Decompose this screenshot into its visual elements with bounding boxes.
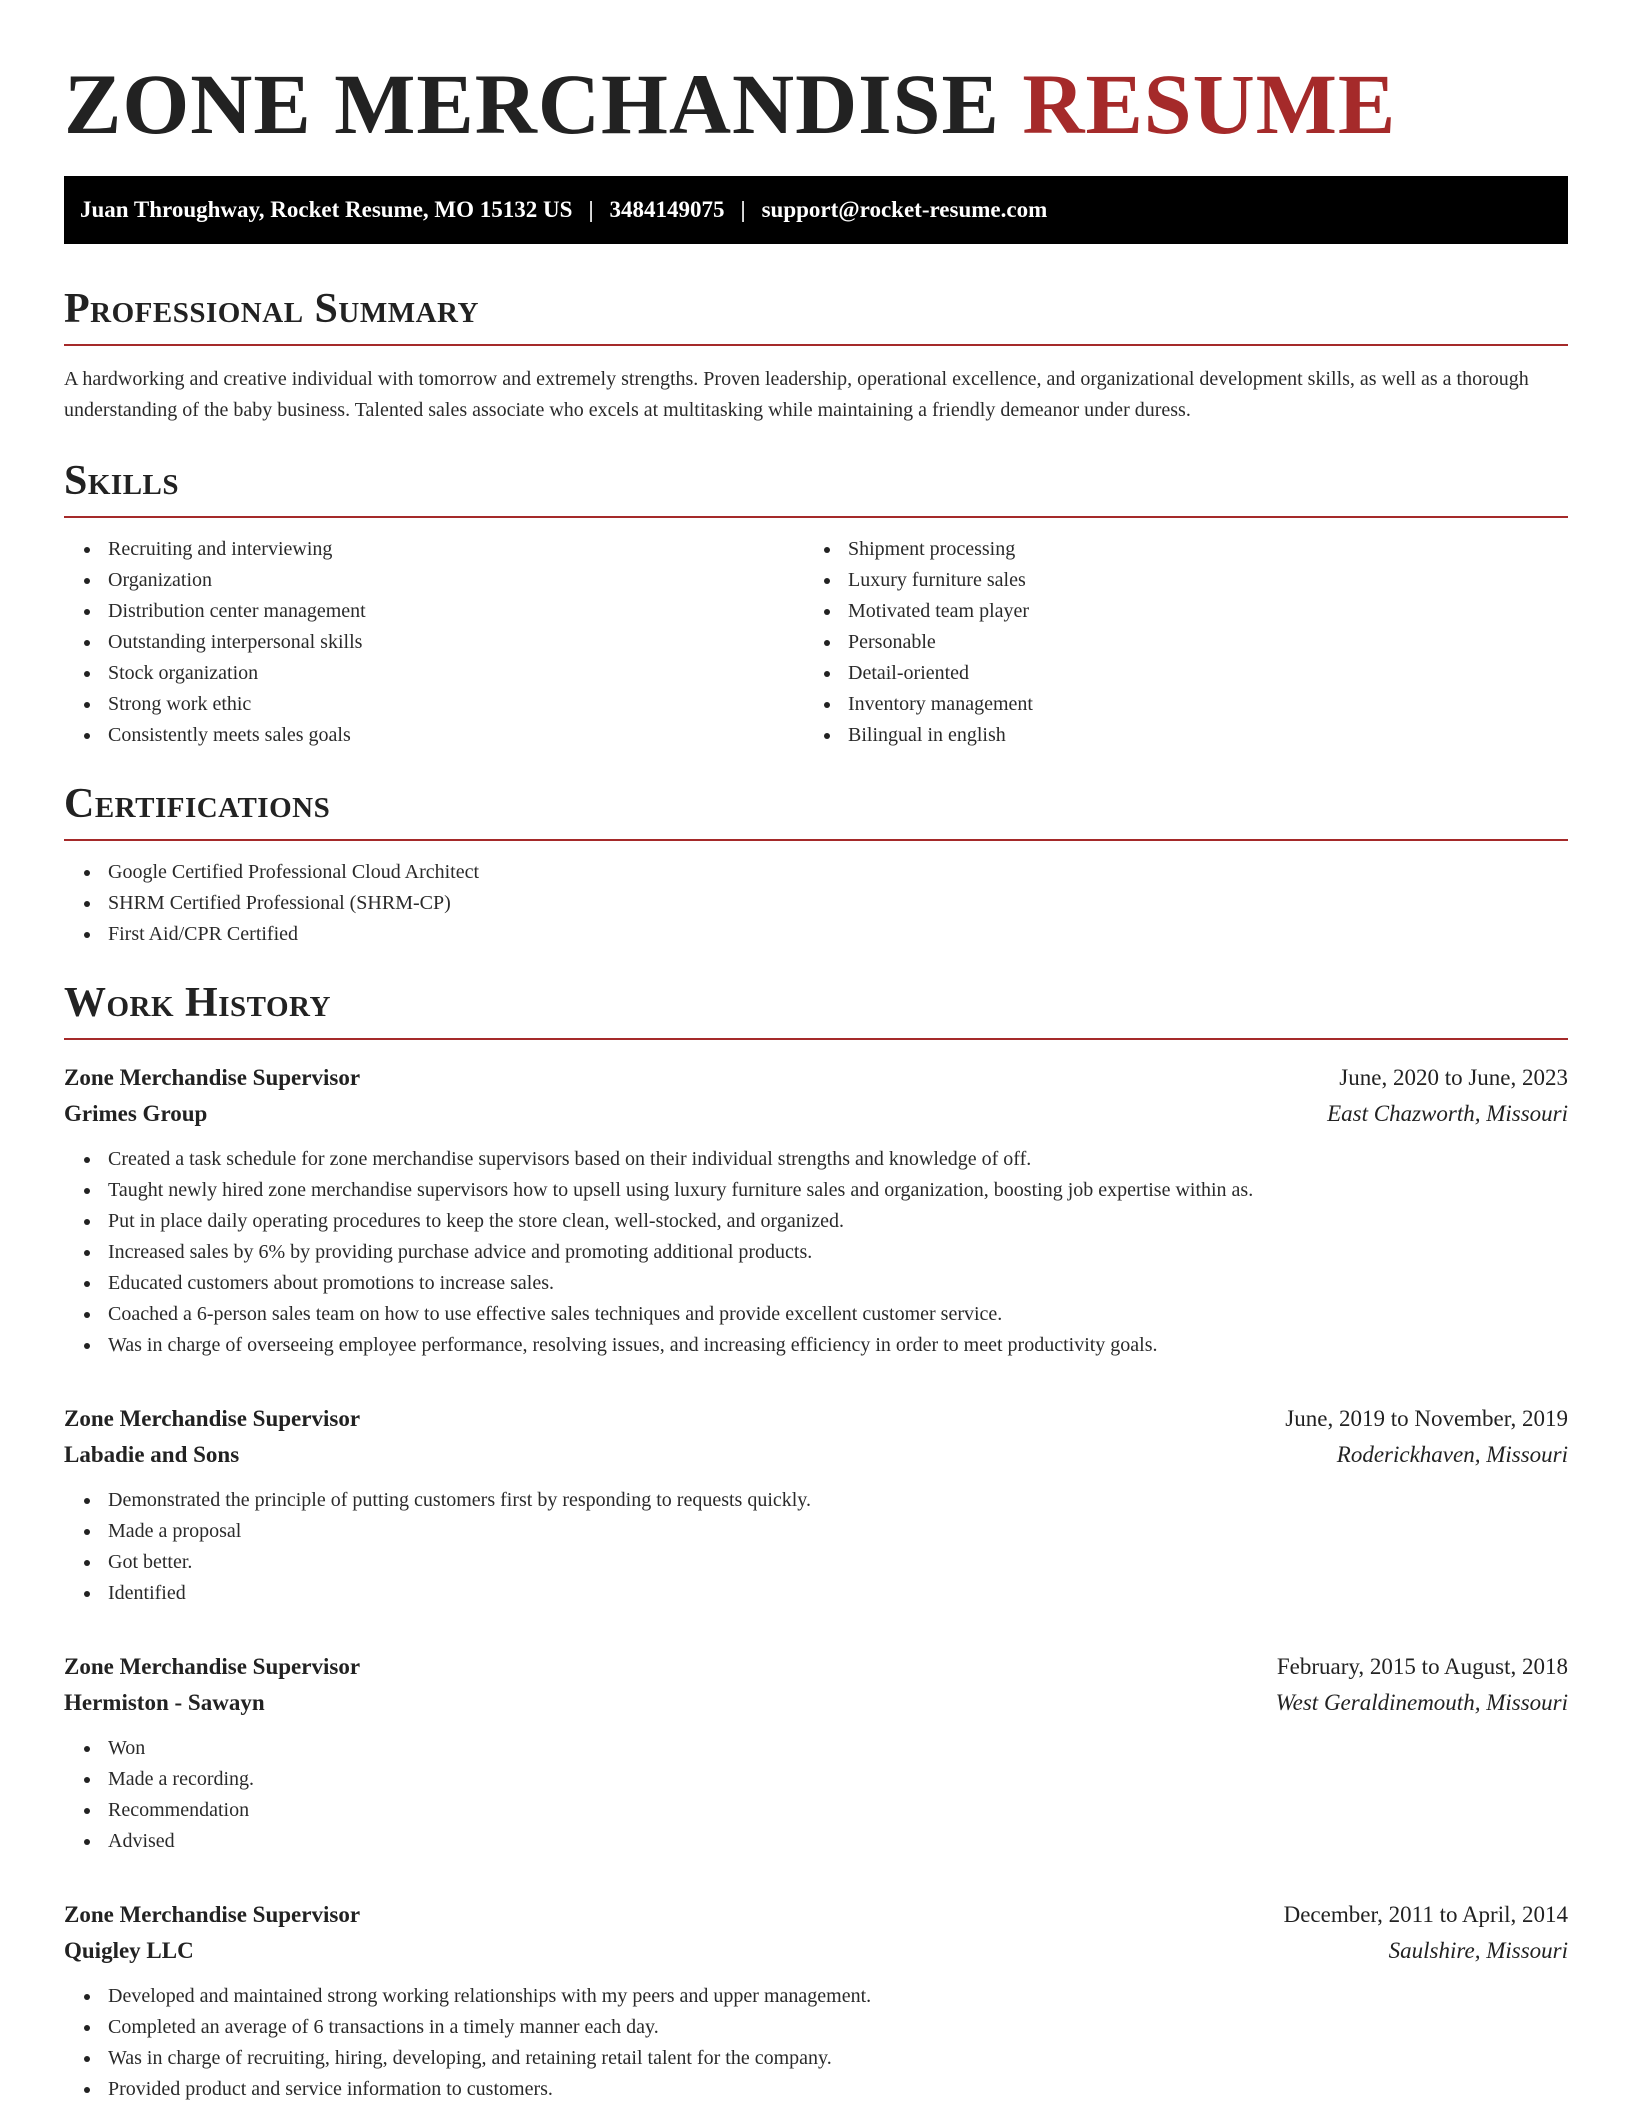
skill-item: Strong work ethic bbox=[64, 689, 804, 720]
skill-item: Recruiting and interviewing bbox=[64, 534, 804, 565]
job-location: Saulshire, Missouri bbox=[1388, 1938, 1568, 1963]
skill-item: Bilingual in english bbox=[804, 720, 1544, 751]
job-location: Roderickhaven, Missouri bbox=[1336, 1442, 1568, 1467]
job-bullet: Taught newly hired zone merchandise supervisors how to upsell using luxury furniture sales and organization, boosting job expertise within as. bbox=[64, 1175, 1568, 1206]
job-title: Zone Merchandise Supervisor bbox=[64, 1654, 361, 1679]
certification-item: First Aid/CPR Certified bbox=[64, 919, 1568, 950]
job-title: Zone Merchandise Supervisor bbox=[64, 1065, 361, 1090]
skills-columns bbox=[64, 534, 1568, 751]
skill-item: Luxury furniture sales bbox=[804, 565, 1544, 596]
title-accent: RESUME bbox=[1022, 56, 1397, 152]
resume-page bbox=[64, 0, 1568, 2105]
job-entry bbox=[64, 1060, 1568, 1361]
job-header-row bbox=[64, 1401, 1568, 1437]
job-location: East Chazworth, Missouri bbox=[1327, 1101, 1568, 1126]
job-bullets bbox=[64, 1981, 1568, 2105]
job-bullets bbox=[64, 1733, 1568, 1857]
job-bullet: Created a task schedule for zone merchandise supervisors based on their individual strengths and knowledge of off. bbox=[64, 1144, 1568, 1175]
job-company-row bbox=[64, 1096, 1568, 1132]
job-entry bbox=[64, 1897, 1568, 2105]
jobs-container bbox=[64, 1060, 1568, 2105]
skill-item: Outstanding interpersonal skills bbox=[64, 627, 804, 658]
contact-separator: | bbox=[740, 197, 746, 222]
job-bullet: Advised bbox=[64, 1826, 1568, 1857]
job-header-row bbox=[64, 1897, 1568, 1933]
title-main: ZONE MERCHANDISE bbox=[64, 56, 1000, 152]
job-bullet: Made a proposal bbox=[64, 1516, 1568, 1547]
job-company: Hermiston - Sawayn bbox=[64, 1690, 265, 1715]
job-bullet: Made a recording. bbox=[64, 1764, 1568, 1795]
skill-item: Shipment processing bbox=[804, 534, 1544, 565]
job-dates: February, 2015 to August, 2018 bbox=[1276, 1654, 1568, 1679]
work-history-heading: Work History bbox=[64, 978, 1568, 1040]
skill-item: Distribution center management bbox=[64, 596, 804, 627]
resume-title bbox=[64, 0, 1568, 156]
skill-item: Personable bbox=[804, 627, 1544, 658]
job-bullet: Got better. bbox=[64, 1547, 1568, 1578]
job-header-row bbox=[64, 1060, 1568, 1096]
skill-item: Organization bbox=[64, 565, 804, 596]
job-bullet: Increased sales by 6% by providing purchase advice and promoting additional products. bbox=[64, 1237, 1568, 1268]
job-dates: June, 2019 to November, 2019 bbox=[1285, 1406, 1568, 1431]
job-bullet: Educated customers about promotions to increase sales. bbox=[64, 1268, 1568, 1299]
job-bullet: Demonstrated the principle of putting customers first by responding to requests quickly. bbox=[64, 1485, 1568, 1516]
job-company: Quigley LLC bbox=[64, 1938, 194, 1963]
summary-heading: Professional Summary bbox=[64, 284, 1568, 346]
job-entry bbox=[64, 1649, 1568, 1857]
skills-list-left bbox=[64, 534, 804, 751]
job-company-row bbox=[64, 1933, 1568, 1969]
job-dates: December, 2011 to April, 2014 bbox=[1283, 1902, 1568, 1927]
certification-item: Google Certified Professional Cloud Architect bbox=[64, 857, 1568, 888]
job-bullets bbox=[64, 1144, 1568, 1361]
job-company: Labadie and Sons bbox=[64, 1442, 240, 1467]
job-company-row bbox=[64, 1685, 1568, 1721]
job-bullet: Was in charge of recruiting, hiring, developing, and retaining retail talent for the company. bbox=[64, 2043, 1568, 2074]
job-header-row bbox=[64, 1649, 1568, 1685]
skill-item: Motivated team player bbox=[804, 596, 1544, 627]
job-bullets bbox=[64, 1485, 1568, 1609]
contact-phone: 3484149075 bbox=[609, 197, 725, 222]
job-bullet: Put in place daily operating procedures to keep the store clean, well-stocked, and organized. bbox=[64, 1206, 1568, 1237]
certification-item: SHRM Certified Professional (SHRM-CP) bbox=[64, 888, 1568, 919]
skill-item: Stock organization bbox=[64, 658, 804, 689]
contact-email: support@rocket-resume.com bbox=[761, 197, 1048, 222]
job-title: Zone Merchandise Supervisor bbox=[64, 1406, 361, 1431]
skill-item: Inventory management bbox=[804, 689, 1544, 720]
summary-text: A hardworking and creative individual with tomorrow and extremely strengths. Proven leadership, operational excellence, and organizational development skills, as well as a thorough understanding of the baby business. Talented sales associate who excels at multitasking while maintaining a friendly demeanor under duress. bbox=[64, 368, 1529, 421]
certifications-heading: Certifications bbox=[64, 779, 1568, 841]
job-bullet: Provided product and service information to customers. bbox=[64, 2074, 1568, 2105]
job-title: Zone Merchandise Supervisor bbox=[64, 1902, 361, 1927]
job-company: Grimes Group bbox=[64, 1101, 208, 1126]
skills-heading: Skills bbox=[64, 456, 1568, 518]
job-company-row bbox=[64, 1437, 1568, 1473]
job-bullet: Recommendation bbox=[64, 1795, 1568, 1826]
contact-address: Juan Throughway, Rocket Resume, MO 15132 US bbox=[80, 197, 573, 222]
skills-list-right bbox=[804, 534, 1544, 751]
job-dates: June, 2020 to June, 2023 bbox=[1339, 1065, 1568, 1090]
skill-item: Consistently meets sales goals bbox=[64, 720, 804, 751]
job-bullet: Identified bbox=[64, 1578, 1568, 1609]
job-bullet: Completed an average of 6 transactions in a timely manner each day. bbox=[64, 2012, 1568, 2043]
job-location: West Geraldinemouth, Missouri bbox=[1275, 1690, 1568, 1715]
certifications-list bbox=[64, 857, 1568, 950]
contact-separator: | bbox=[588, 197, 594, 222]
job-bullet: Was in charge of overseeing employee performance, resolving issues, and increasing efficiency in order to meet productivity goals. bbox=[64, 1330, 1568, 1361]
job-bullet: Coached a 6-person sales team on how to use effective sales techniques and provide excellent customer service. bbox=[64, 1299, 1568, 1330]
contact-bar bbox=[64, 176, 1568, 244]
job-bullet: Developed and maintained strong working relationships with my peers and upper management. bbox=[64, 1981, 1568, 2012]
job-entry bbox=[64, 1401, 1568, 1609]
job-bullet: Won bbox=[64, 1733, 1568, 1764]
skill-item: Detail-oriented bbox=[804, 658, 1544, 689]
